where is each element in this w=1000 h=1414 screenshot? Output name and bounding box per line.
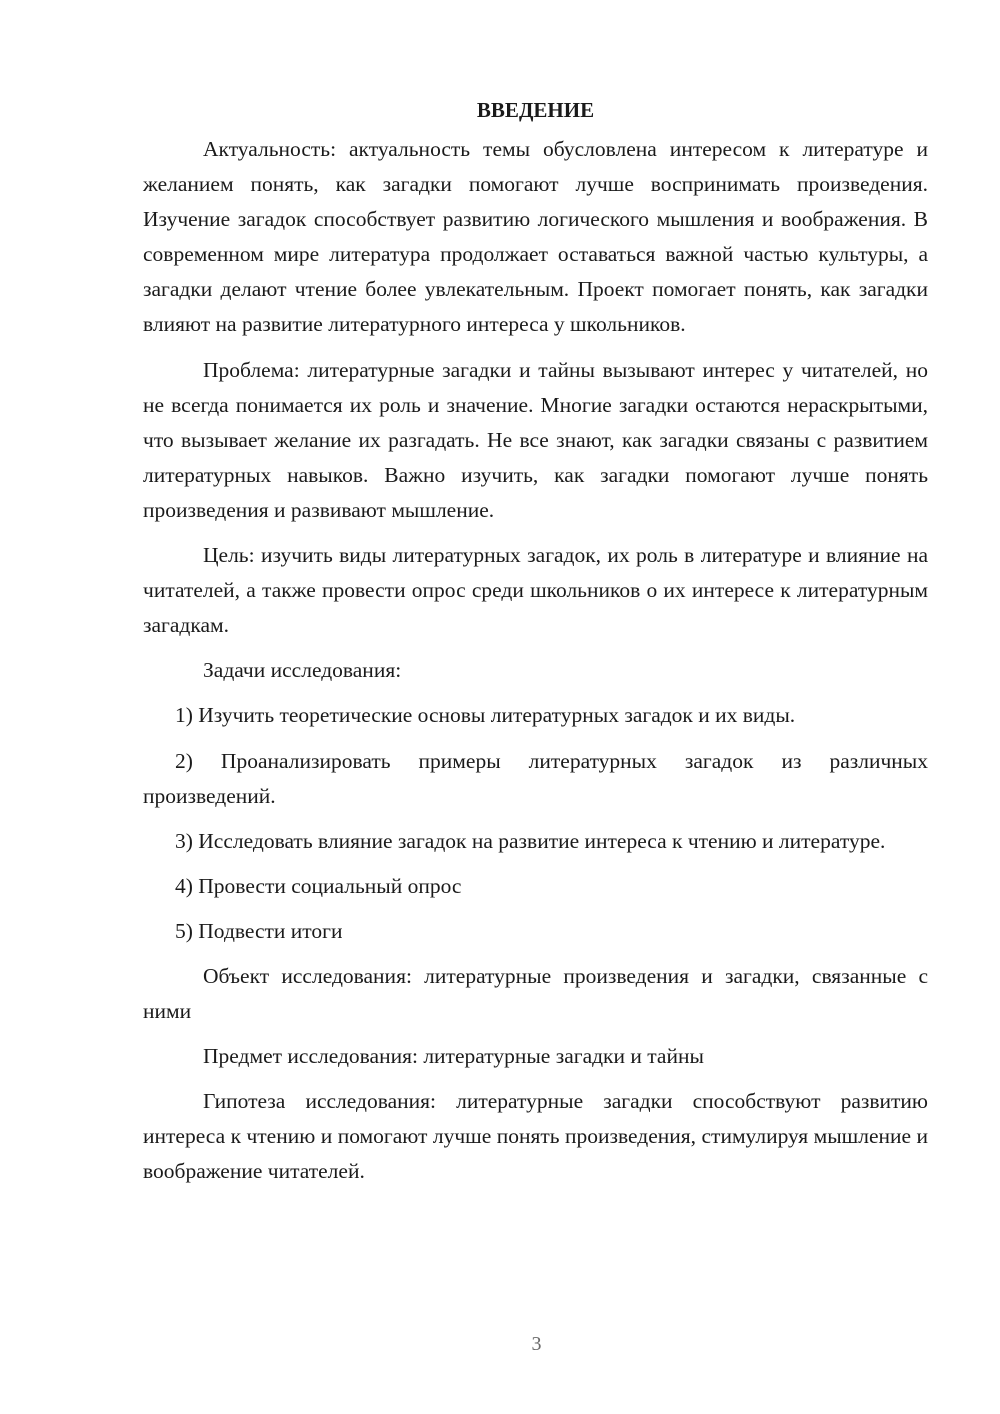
task-item-3: 3) Исследовать влияние загадок на развитие интереса к чтению и литературе. xyxy=(175,828,886,853)
task-item-4: 4) Провести социальный опрос xyxy=(175,873,462,898)
page-title: ВВЕДЕНИЕ xyxy=(476,98,595,122)
task-item-2: 2) Проанализировать примеры литературных загадок из различных произведений. xyxy=(143,748,928,808)
hypothesis-paragraph: Гипотеза исследования: литературные загадки способствуют развитию интереса к чтению и помогают лучше понять произведения, стимулируя мышление и воображение читателей. xyxy=(143,1089,928,1184)
task-item-5: 5) Подвести итоги xyxy=(175,918,343,943)
relevance-paragraph: Актуальность: актуальность темы обусловлена интересом к литературе и желанием понять, как загадки помогают лучше воспринимать произведения. Изучение загадок способствует развитию логического мышления и воображения. В современном мире литература продолжает оставаться важной частью культуры, а загадки делают чтение более увлекательным. Проект помогает понять, как загадки влияют на развитие литературного интереса у школьников. xyxy=(143,137,928,337)
problem-paragraph: Проблема: литературные загадки и тайны вызывают интерес у читателей, но не всегда понимается их роль и значение. Многие загадки остаются нераскрытыми, что вызывает желание их разгадать. Не все знают, как загадки связаны с развитием литературных навыков. Важно изучить, как загадки помогают лучше понять произведения и развивают мышление. xyxy=(143,357,928,522)
tasks-heading: Задачи исследования: xyxy=(203,658,402,683)
page-number: 3 xyxy=(531,1333,542,1355)
goal-paragraph: Цель: изучить виды литературных загадок, их роль в литературе и влияние на читателей, а также провести опрос среди школьников о их интересе к литературным загадкам. xyxy=(143,543,928,638)
document-page xyxy=(143,92,928,1200)
subject-paragraph: Предмет исследования: литературные загадки и тайны xyxy=(203,1044,704,1069)
object-paragraph: Объект исследования: литературные произведения и загадки, связанные с ними xyxy=(143,963,928,1024)
task-item-1: 1) Изучить теоретические основы литературных загадок и их виды. xyxy=(175,703,796,728)
